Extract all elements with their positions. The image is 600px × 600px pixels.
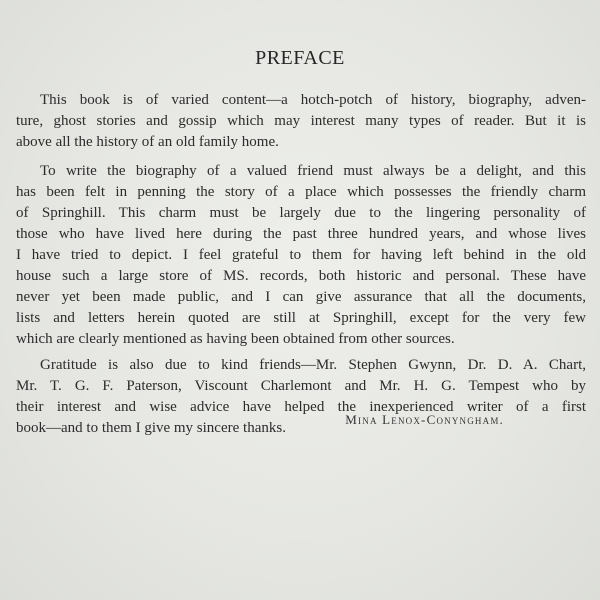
paragraph-1-line-2: ture, ghost stories and gossip which may interest many types of reader. But it is (16, 113, 586, 129)
paragraph-3-line-2: Mr. T. G. F. Paterson, Viscount Charlemont and Mr. H. G. Tempest who by (16, 378, 586, 394)
paragraph-2-line-8: lists and letters herein quoted are still at Springhill, except for the very few (16, 310, 586, 326)
paragraph-3-line-3: their interest and wise advice have helped the inexperienced writer of a first (16, 399, 586, 415)
preface-body (16, 90, 586, 439)
paragraph-2-line-2: has been felt in penning the story of a place which possesses the friendly charm (16, 184, 586, 200)
paragraph-2-line-4: those who have lived here during the past three hundred years, and whose lives (16, 226, 586, 242)
author-signature: Mina Lenox-Conyngham. (345, 412, 504, 427)
paragraph-2-line-5: I have tried to depict. I feel grateful to them for having left behind in the old (16, 247, 586, 263)
paragraph-2-line-6: house such a large store of MS. records, both historic and personal. These have (16, 268, 586, 284)
paragraph-1-line-3: above all the history of an old family home. (16, 134, 279, 150)
paragraph-2-line-3: of Springhill. This charm must be largely due to the lingering personality of (16, 205, 586, 221)
paragraph-2-line-9: which are clearly mentioned as having been obtained from other sources. (16, 331, 455, 347)
paragraph-2-line-7: never yet been made public, and I can give assurance that all the documents, (16, 289, 586, 305)
paragraph-spacer (16, 153, 586, 161)
paragraph-3-line-4: book—and to them I give my sincere thanks. (16, 420, 286, 436)
page-title: PREFACE (255, 47, 345, 69)
paragraph-3-line-1: Gratitude is also due to kind friends—Mr. Stephen Gwynn, Dr. D. A. Chart, (40, 357, 586, 373)
paragraph-1-line-1: This book is of varied content—a hotch-potch of history, biography, adven- (40, 92, 586, 108)
paragraph-2-line-1: To write the biography of a valued friend must always be a delight, and this (40, 163, 586, 179)
